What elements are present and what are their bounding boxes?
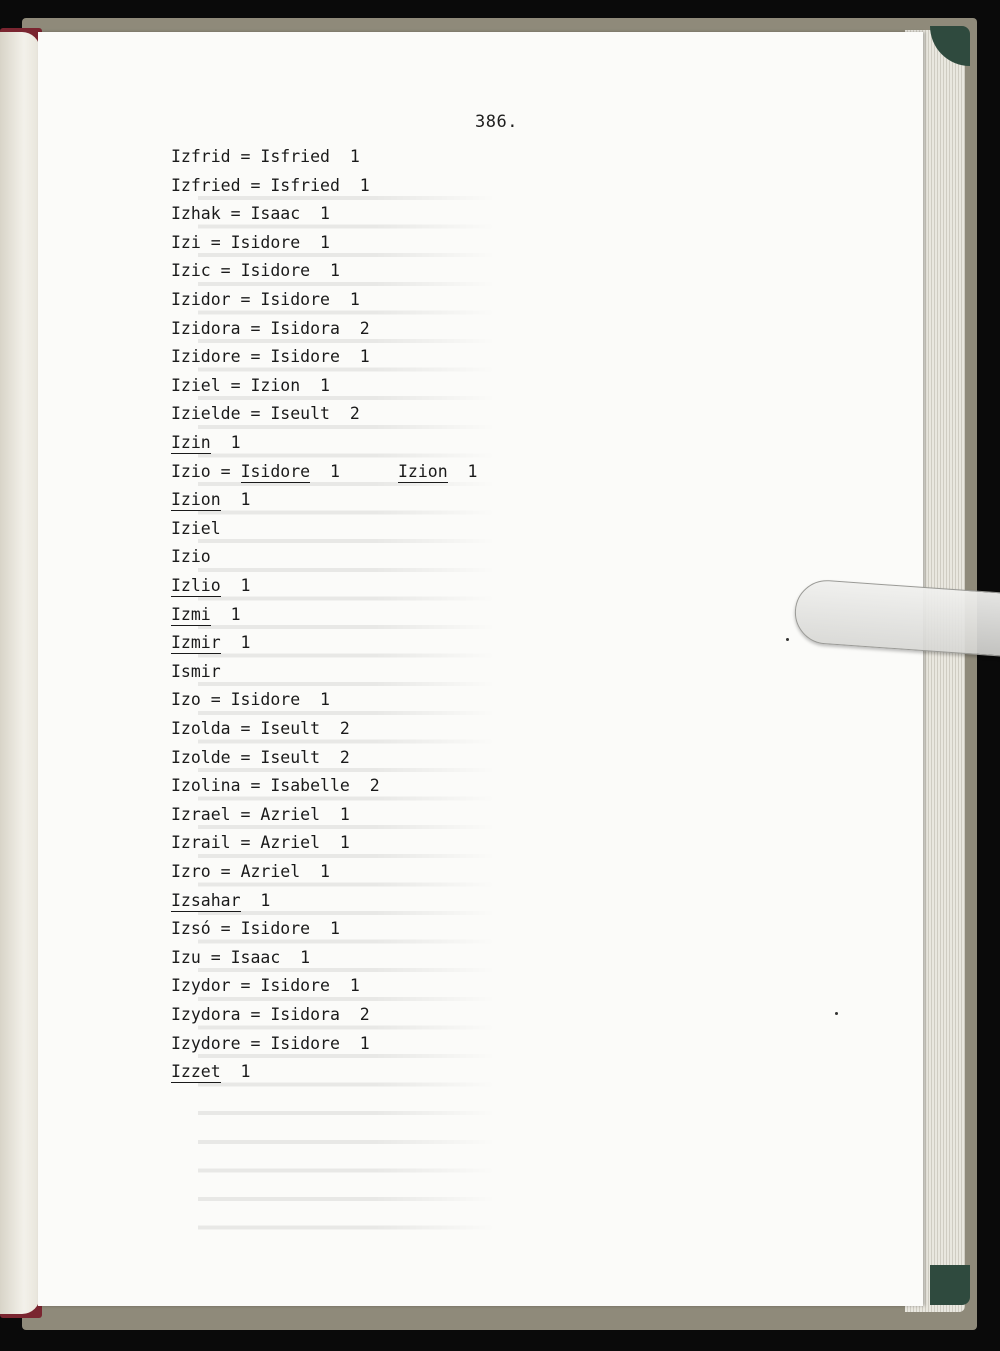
entry-name: Izhak — [171, 204, 221, 224]
entry-equivalent: Isfried — [270, 175, 340, 195]
speck — [786, 638, 789, 641]
entry-equivalent: Iseult — [270, 404, 330, 424]
entry-count: 1 — [329, 261, 340, 281]
entry-name: Izydore — [171, 1033, 241, 1053]
list-item: Izro = Azriel 1 — [171, 862, 330, 881]
entry-equivalent: Iseult — [260, 747, 321, 767]
entry-equivalent: Azriel — [240, 862, 301, 881]
entry-name: Izidore — [171, 347, 241, 367]
page-number: 386. — [475, 112, 518, 132]
entry-name: Izlio — [171, 576, 221, 595]
entry-count: 1 — [329, 919, 340, 939]
list-item: Izidor = Isidore 1 — [171, 290, 360, 309]
list-item: Izo = Isidore 1 — [171, 690, 330, 710]
entry-equivalent: Isaac — [230, 947, 281, 967]
entry-equivalent: Azriel — [260, 804, 321, 824]
entry-name: Izydor — [171, 976, 231, 996]
list-item — [171, 546, 211, 568]
entry-equivalent: Isidore — [260, 976, 330, 996]
list-item: Izydore = Isidore 1 — [171, 1033, 370, 1053]
entry-name: Izidora — [171, 318, 241, 338]
entry-equivalent: Isidore — [260, 290, 330, 309]
entry-name: Izro — [171, 862, 211, 881]
entry-count: 1 — [320, 204, 330, 224]
entry-count: 1 — [320, 690, 330, 710]
entry-count: 1 — [240, 1062, 251, 1082]
list-item: Izielde = Iseult 2 — [171, 404, 360, 424]
entry-name: Izmi — [171, 604, 211, 624]
list-item: Izfrid = Isfried 1 — [171, 147, 360, 166]
entry-equivalent: Isidora — [270, 1005, 340, 1024]
list-item: Izolda = Iseult 2 — [171, 719, 350, 738]
entry-name: Izolde — [171, 747, 231, 767]
entry-name: Izrael — [171, 804, 231, 824]
entry-name: Izi — [171, 232, 201, 252]
list-item-extra — [398, 461, 477, 483]
list-item: Izfried = Isfried 1 — [171, 175, 370, 195]
entry-count: 1 — [359, 347, 370, 367]
entry-equivalent: Isidore — [230, 690, 301, 710]
entry-extra-name: Izion — [398, 461, 448, 481]
entry-name: Izsó — [171, 919, 211, 939]
entry-name: Izmir — [171, 633, 221, 653]
list-item: Iziel = Izion 1 — [171, 375, 330, 395]
entry-count: 1 — [349, 290, 360, 309]
entry-count: 1 — [240, 633, 251, 653]
entry-equivalent: Isidore — [240, 261, 311, 281]
entry-count: 1 — [349, 976, 360, 996]
entry-name: Izu — [171, 947, 201, 967]
entry-equivalent: Iseult — [260, 719, 321, 738]
entry-equivalent: Isidore — [230, 232, 301, 252]
entry-count: 1 — [329, 461, 340, 481]
entry-name: Iziel — [171, 518, 221, 538]
entry-count: 1 — [230, 604, 241, 624]
list-item: Izidore = Isidore 1 — [171, 347, 370, 367]
list-item: Izi = Isidore 1 — [171, 232, 330, 252]
list-item: Izic = Isidore 1 — [171, 261, 340, 281]
entry-count: 1 — [320, 375, 330, 395]
entry-equivalent: Azriel — [260, 833, 321, 853]
list-item: Izidora = Isidora 2 — [171, 318, 370, 338]
entry-name: Izolina — [171, 776, 241, 796]
entry-equivalent: Isidore — [240, 461, 311, 481]
entry-count: 1 — [230, 433, 241, 452]
entry-equivalent: Isidore — [270, 1033, 340, 1053]
list-item — [171, 489, 250, 511]
entry-equivalent: Izion — [250, 375, 301, 395]
list-item — [171, 890, 270, 912]
list-item — [171, 632, 250, 654]
list-item: Izu = Isaac 1 — [171, 947, 311, 967]
entry-name: Izio — [171, 461, 211, 481]
list-item: Izsó = Isidore 1 — [171, 919, 340, 939]
entry-extra-count: 1 — [467, 461, 478, 481]
left-page-edge — [0, 32, 40, 1314]
entry-equivalent: Isfried — [260, 147, 330, 166]
entry-equivalent: Isabelle — [270, 776, 350, 796]
entry-count: 2 — [339, 719, 350, 738]
list-item: Izydora = Isidora 2 — [171, 1005, 370, 1024]
entry-count: 1 — [240, 576, 251, 595]
entry-name: Iziel — [171, 375, 221, 395]
list-item: Izrael = Azriel 1 — [171, 804, 350, 824]
list-item — [171, 575, 250, 597]
entry-name: Izidor — [171, 290, 231, 309]
entry-count: 2 — [339, 747, 350, 767]
entry-name: Ismir — [171, 661, 221, 681]
list-item — [171, 604, 241, 626]
entry-equivalent: Isaac — [250, 204, 301, 224]
cover-corner-bottom — [930, 1265, 970, 1305]
entry-name: Izion — [171, 490, 221, 510]
entry-count: 1 — [349, 147, 360, 166]
entry-count: 1 — [320, 232, 330, 252]
entry-name: Izfrid — [171, 147, 231, 166]
entry-equivalent: Isidora — [270, 318, 340, 338]
list-item: Izolina = Isabelle 2 — [171, 776, 380, 796]
list-item: Izio = Isidore 1 — [171, 461, 340, 481]
entry-name: Izielde — [171, 404, 241, 424]
entry-name: Izo — [171, 690, 201, 710]
entry-count: 1 — [339, 804, 350, 824]
entry-name: Izolda — [171, 719, 231, 738]
entry-count: 2 — [369, 776, 380, 796]
list-item — [171, 518, 221, 540]
entry-count: 1 — [320, 862, 330, 881]
list-item — [171, 661, 221, 683]
entry-count: 2 — [349, 404, 360, 424]
entry-equivalent: Isidore — [240, 919, 311, 939]
entry-count: 1 — [359, 1033, 370, 1053]
entry-name: Izydora — [171, 1005, 241, 1024]
entry-name: Izzet — [171, 1062, 221, 1082]
list-item: Izolde = Iseult 2 — [171, 747, 350, 767]
list-item — [171, 1061, 250, 1083]
entry-name: Izfried — [171, 175, 241, 195]
entry-equivalent: Isidore — [270, 347, 340, 367]
entry-name: Izin — [171, 433, 211, 452]
entry-count: 1 — [260, 890, 271, 910]
speck — [835, 1012, 838, 1015]
list-item: Izrail = Azriel 1 — [171, 833, 350, 853]
list-item: Izhak = Isaac 1 — [171, 204, 330, 224]
entry-count: 1 — [359, 175, 370, 195]
list-item: Izydor = Isidore 1 — [171, 976, 360, 996]
entry-name: Izio — [171, 547, 211, 567]
entry-count: 2 — [359, 1005, 370, 1024]
list-item — [171, 432, 241, 454]
entry-count: 2 — [359, 318, 370, 338]
entry-name: Izrail — [171, 833, 231, 853]
entry-name: Izic — [171, 261, 211, 281]
entry-name: Izsahar — [171, 890, 241, 910]
entry-count: 1 — [339, 833, 350, 853]
entry-count: 1 — [240, 490, 251, 510]
entry-count: 1 — [300, 947, 311, 967]
document-page — [38, 32, 923, 1306]
